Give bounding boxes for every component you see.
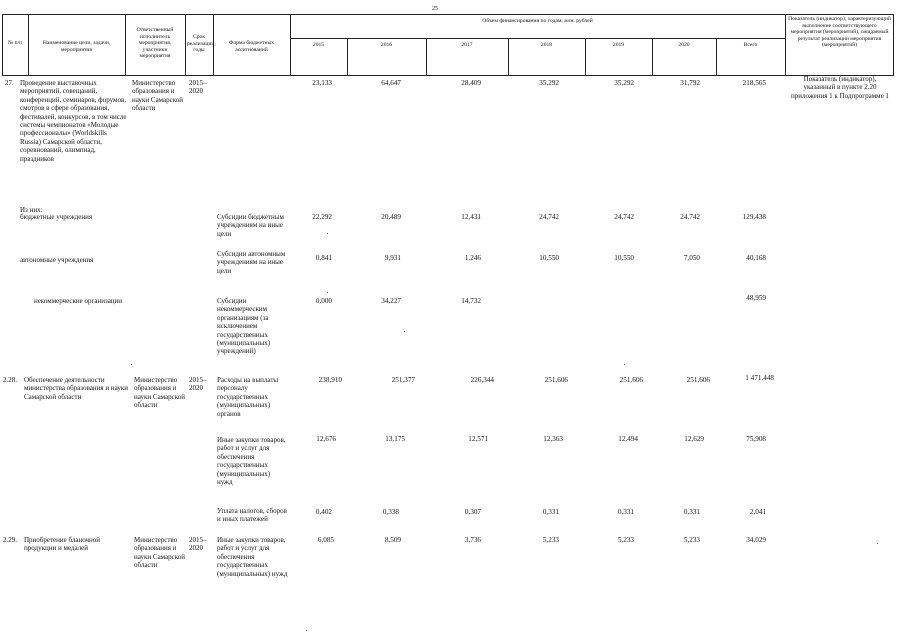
header-name: Наименование цели, задачи, мероприятия: [42, 40, 111, 53]
header-divider: [426, 38, 427, 76]
header-finance: Объем финансирования по годам, млн. рублей: [482, 18, 593, 24]
value-2018: 10,550: [539, 254, 559, 262]
value-2019: 5,233: [617, 536, 634, 544]
value-total: 75,908: [746, 435, 766, 443]
value-2019: 251,606: [619, 376, 643, 384]
sub-row-name: автономные учреждения: [20, 256, 94, 264]
row-name: Проведение выставочных мероприятий, совещаний, конференций, семинаров, форумов, смотров в сфере образования, фестивалей, конкурсов, в том числе системы чемпионатов «Молодые профессионалы» (Worldskills Russia) Самарской области, соревнований, олимпиад, праздников: [20, 79, 127, 163]
header-divider: [785, 14, 786, 76]
value-2015: 0,000: [315, 297, 332, 305]
header-divider: [716, 38, 717, 76]
value-2017: 12,571: [468, 435, 488, 443]
row-form: Иные закупки товаров, работ и услуг для обеспечения государственных (муниципальных) нужд: [217, 536, 288, 578]
value-2020: 0,331: [683, 508, 700, 516]
header-divider: [290, 38, 785, 39]
sub-row-name: некоммерческие организации: [34, 297, 123, 305]
value-2017: 1,246: [464, 254, 481, 262]
value-2020: 7,050: [683, 254, 700, 262]
value-2018: 251,606: [544, 376, 568, 384]
value-2018: 24,742: [539, 213, 559, 221]
header-year-2017: 2017: [461, 42, 473, 48]
value-total: 48,959: [746, 294, 766, 302]
header-divider: [652, 38, 653, 76]
header-divider: [347, 38, 348, 76]
row-responsible: Министерство образования и науки Самарской области: [134, 536, 186, 570]
header-total: Всего: [743, 42, 758, 48]
header-divider: [585, 38, 586, 76]
row-form: Иные закупки товаров, работ и услуг для обеспечения государственных (муниципальных) нужд: [217, 436, 286, 487]
sub-row-form: Субсидии автономным учреждениям на иные цели: [217, 250, 286, 275]
value-2015: 22,292: [312, 213, 332, 221]
value-2015: 0,841: [315, 254, 332, 262]
sub-row-form: Субсидии бюджетным учреждениям на иные цели: [217, 213, 284, 238]
scan-speck: [404, 331, 405, 332]
value-2015: 23,133: [312, 79, 332, 87]
value-2020: 24,742: [680, 213, 700, 221]
value-total: 40,168: [746, 254, 766, 262]
row-form: Уплата налогов, сборов и иных платежей: [217, 507, 287, 524]
value-2016: 13,175: [385, 435, 405, 443]
header-term: Срок реализации, годы: [187, 34, 216, 54]
header-indicator: Показатель (индикатор), характеризующий выполнение соответствующего мероприятия (мероприятий), ожидаемый результат реализации мероприятия (мероприятий): [788, 16, 891, 49]
row-name: Обеспечение деятельности министерства образования и науки Самарской области: [24, 376, 128, 401]
value-2015: 0,402: [315, 508, 332, 516]
row-term: 2015–2020: [189, 536, 207, 553]
value-2018: 12,363: [543, 435, 563, 443]
value-2018: 35,292: [539, 79, 559, 87]
header-year-2020: 2020: [678, 42, 690, 48]
page-number: 25: [432, 6, 438, 12]
scan-speck: [327, 233, 328, 234]
value-2016: 0,338: [382, 508, 399, 516]
value-total: 34,029: [746, 536, 766, 544]
value-2016: 20,489: [381, 213, 401, 221]
value-2016: 64,647: [381, 79, 401, 87]
value-total: 1 471,448: [745, 374, 774, 382]
header-responsible: Ответственный исполнитель мероприятия, участники мероприятия: [136, 27, 174, 60]
value-2017: 12,431: [461, 213, 481, 221]
header-divider: [125, 14, 126, 76]
row-form: Расходы на выплаты персоналу государственных (муниципальных) органов: [217, 376, 279, 418]
row-responsible: Министерство образования и науки Самарской области: [134, 376, 186, 410]
value-2015: 6,085: [317, 536, 334, 544]
scan-speck: [306, 630, 307, 631]
value-2020: 31,792: [680, 79, 700, 87]
value-2020: 251,606: [686, 376, 710, 384]
row-responsible: Министерство образования и науки Самарской области: [132, 79, 184, 113]
value-2019: 12,494: [618, 435, 638, 443]
value-total: 218,565: [742, 79, 766, 87]
row-number: 2.28.: [3, 376, 17, 384]
header-year-2015: 2015: [312, 42, 325, 48]
value-2017: 14,732: [461, 297, 481, 305]
value-2017: 226,344: [470, 376, 494, 384]
value-2019: 24,742: [614, 213, 634, 221]
scan-speck: [877, 543, 878, 544]
value-2017: 0,307: [464, 508, 481, 516]
value-2019: 10,550: [614, 254, 634, 262]
value-2015: 238,910: [318, 376, 342, 384]
sub-row-form: Субсидии некоммерческим организациям (за исключением государственных (муниципальных) учреждений): [217, 297, 271, 356]
subheader-label: Из них:: [20, 206, 43, 214]
value-2019: 35,292: [614, 79, 634, 87]
value-total: 129,438: [742, 213, 766, 221]
row-term: 2015–2020: [189, 376, 207, 393]
value-2020: 12,629: [684, 435, 704, 443]
value-2018: 0,331: [542, 508, 559, 516]
scan-speck: [131, 364, 132, 365]
value-2017: 3,736: [464, 536, 481, 544]
value-2016: 34,227: [381, 297, 401, 305]
scan-speck: [624, 364, 625, 365]
value-2017: 28,409: [461, 79, 481, 87]
value-2020: 5,233: [683, 536, 700, 544]
header-form: Форма бюджетных ассигнований: [228, 40, 275, 53]
header-year-2019: 2019: [612, 42, 625, 48]
row-number: 2.29.: [3, 536, 17, 544]
value-2016: 9,931: [384, 254, 401, 262]
header-num: № п/п: [7, 40, 23, 46]
value-2015: 12,676: [316, 435, 336, 443]
value-2018: 5,233: [542, 536, 559, 544]
value-2016: 8,509: [384, 536, 401, 544]
scan-speck: [327, 292, 328, 293]
value-2016: 251,377: [391, 376, 415, 384]
header-year-2016: 2016: [380, 42, 393, 48]
row-number: 27.: [5, 79, 14, 87]
value-total: 2,041: [749, 508, 766, 516]
row-name: Приобретение бланочной продукции и медалей: [24, 536, 101, 553]
header-divider: [508, 38, 509, 76]
header-year-2018: 2018: [540, 42, 553, 48]
header-divider: [290, 14, 291, 76]
row-indicator: Показатель (индикатор), указанный в пункте 2.20 приложения 1 к Подпрограмме 1: [791, 75, 889, 100]
header-divider: [185, 14, 186, 76]
value-2019: 0,331: [617, 508, 634, 516]
sub-row-name: бюджетные учреждения: [20, 213, 93, 221]
header-divider: [28, 14, 29, 76]
row-term: 2015–2020: [189, 79, 207, 96]
